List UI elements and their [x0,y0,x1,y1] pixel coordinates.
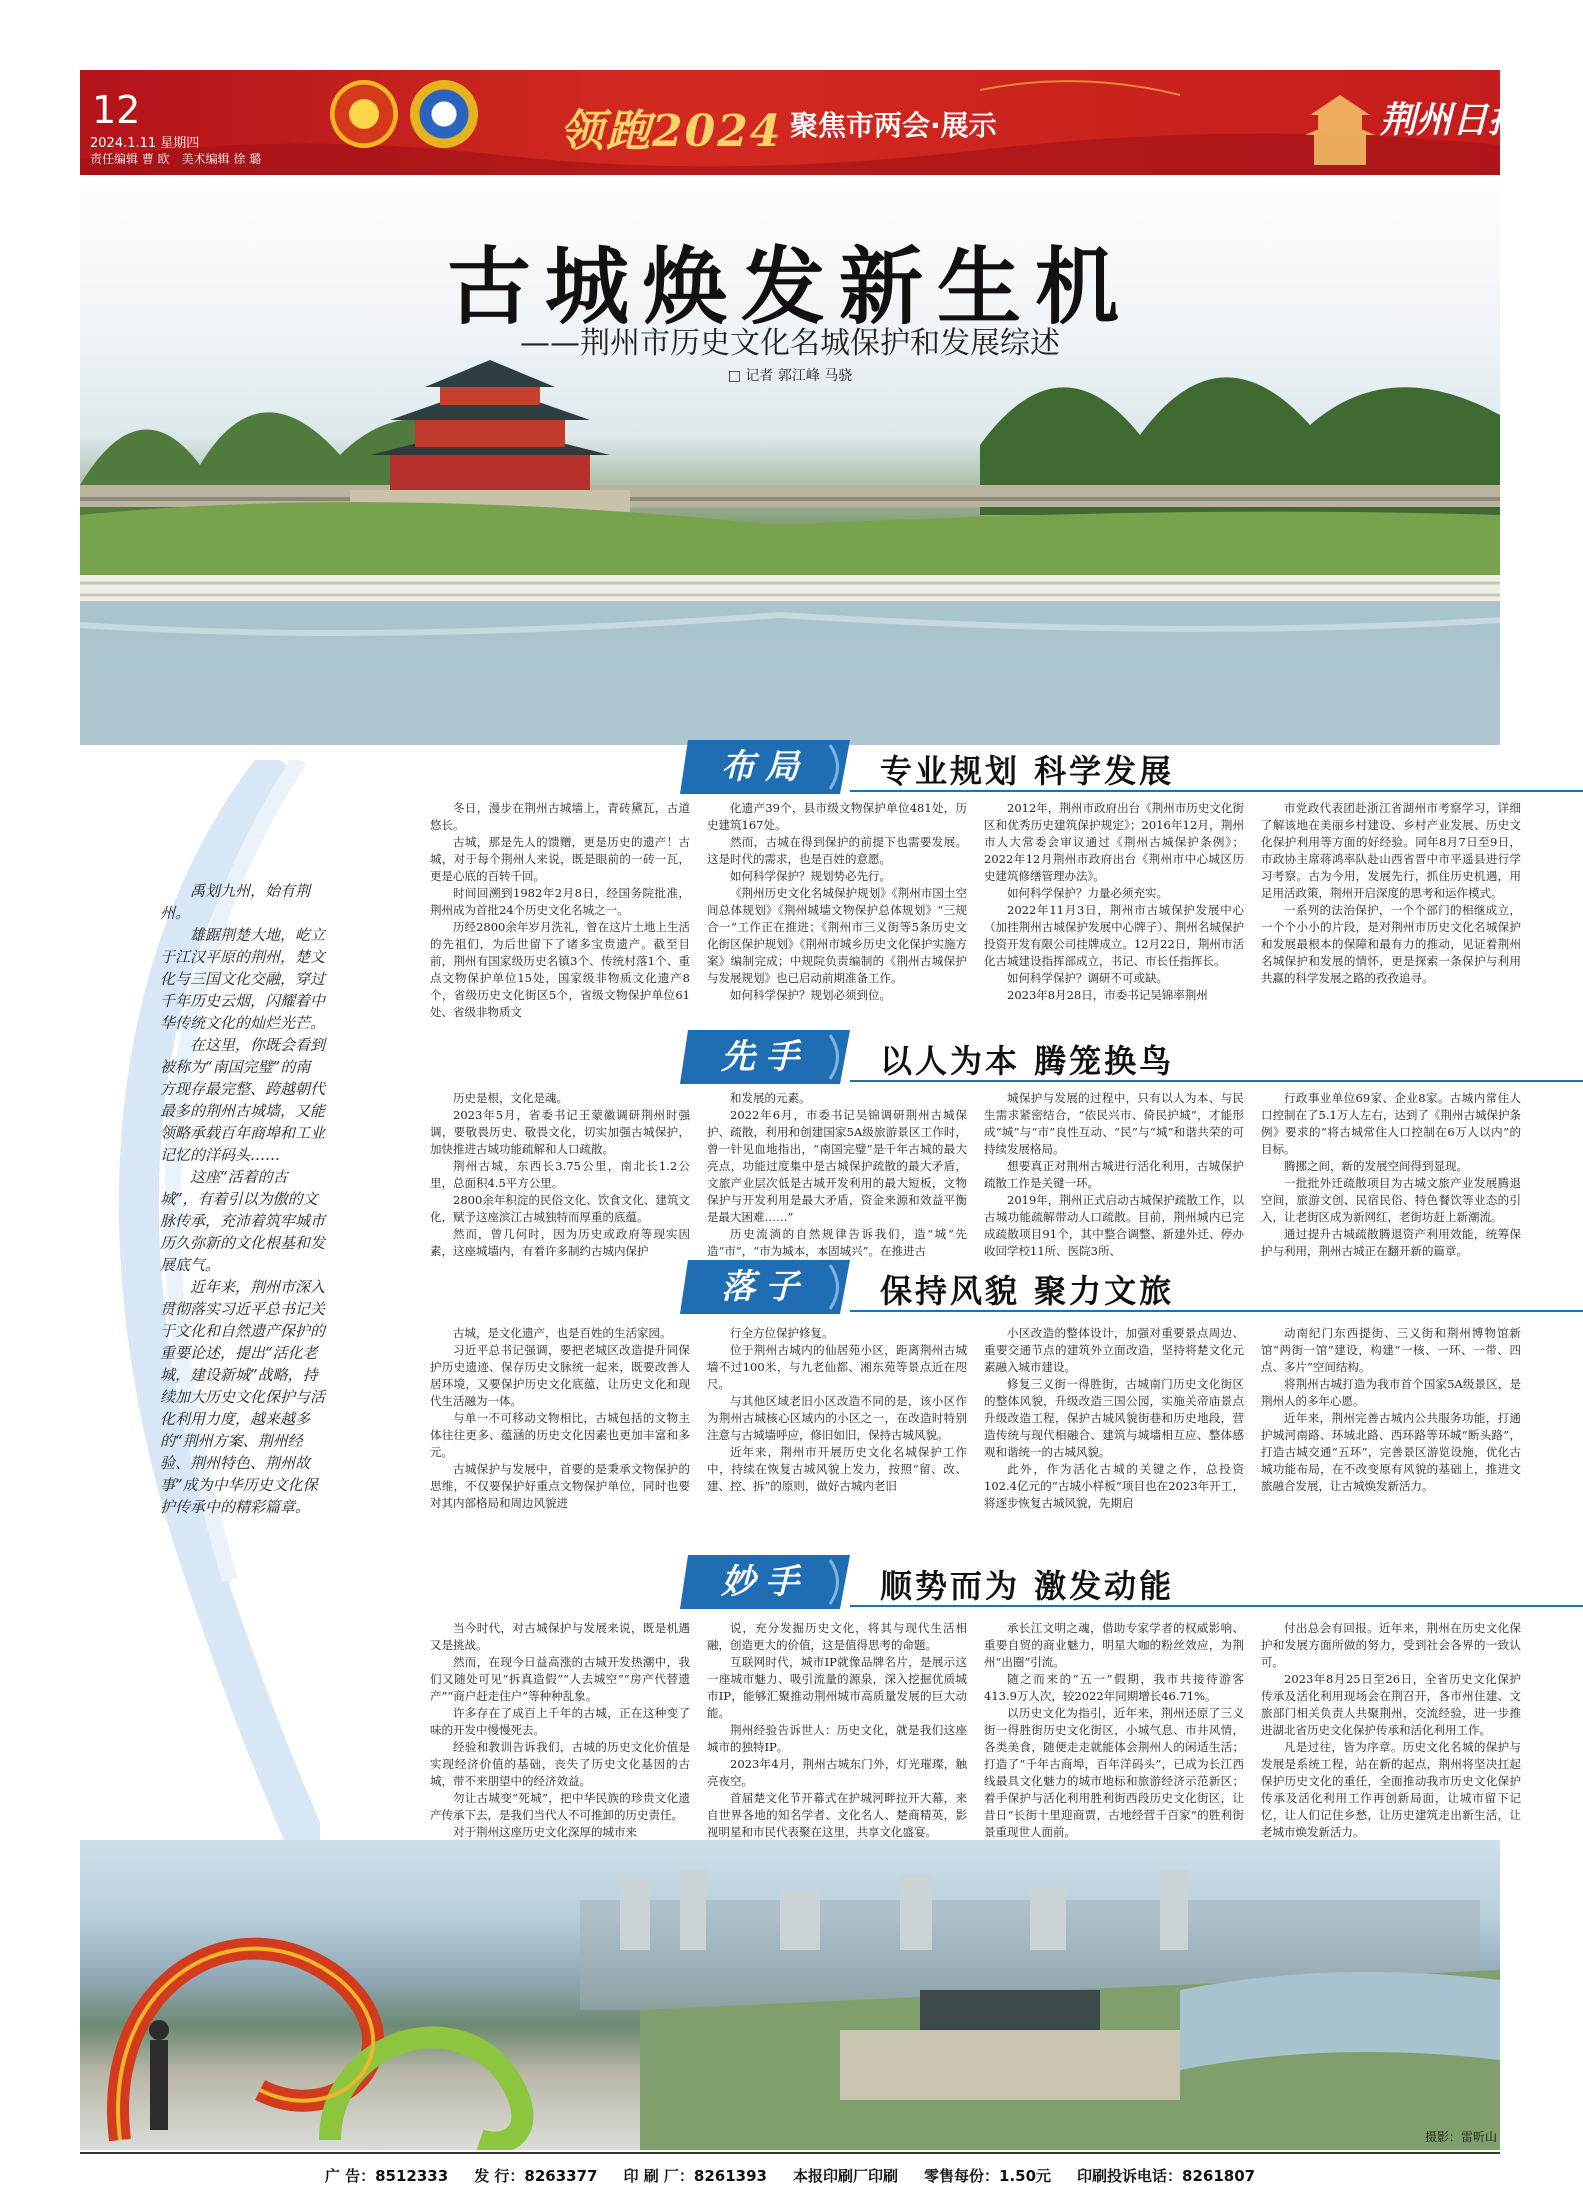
section-title: 以人为本 腾笼换鸟 [880,1042,1175,1080]
section-header [680,740,1583,794]
article-column [1261,800,1521,987]
article-paragraph: 化遗产39个，县市级文物保护单位481处，历史建筑167处。 [707,801,967,832]
section-title: 聚焦市两会·展示 [790,109,997,142]
article-paragraph: 时间回溯到1982年2月8日，经国务院批准，荆州成为首批24个历史文化名城之一。 [430,886,690,917]
article-column [430,1325,690,1512]
article-paragraph: 将荆州古城打造为我市首个国家5A级景区，是荆州人的多年心愿。 [1261,1377,1521,1408]
section-tag: 布局 [721,747,809,787]
article-paragraph: 经验和教训告诉我们，古城的历史文化价值是实现经济价值的基础，丧失了历史文化基因的古城，带不来朋望中的经济效益。 [430,1740,690,1788]
intro-paragraph: 禹划九州，始有荆州。 [160,882,311,922]
article-paragraph: 市党政代表团赴浙江省湖州市考察学习，详细了解该地在美丽乡村建设、乡村产业发展、历史文化保护利用等方面的好经验。同年8月7日至9日，市政协主席蒋鸿率队赴山西省晋中市平遥县进行学习考察。古为今用，发展先行，抓住历史机遇，用足用活政策，荆州开启深度的思考和运作模式。 [1261,801,1521,900]
article-paragraph: 然而，曾几何时，因为历史或政府等现实因素，这座城墙内，有着许多制约古城内保护 [430,1227,690,1258]
brand-title: 领跑2024 [560,106,783,157]
article-paragraph: 想要真正对荆州古城进行活化利用，古城保护疏散工作是关键一环。 [984,1159,1244,1190]
section-rule [850,1605,1583,1607]
article-paragraph: 与其他区域老旧小区改造不同的是，该小区作为荆州古城核心区域内的小区之一，在改造时特别注意与古城墙呼应，修旧如旧，保持古城风貌。 [707,1394,967,1442]
article-column [984,800,1244,1004]
article-paragraph: 对于荆州这座历史文化深厚的城市来 [453,1825,637,1839]
footer-item: 印刷投诉电话：8261807 [1077,2167,1256,2185]
article-column [984,1620,1244,1841]
footer-item: 本报印刷厂印刷 [793,2167,899,2185]
photo-credit: 摄影：雷昕山 [1425,2130,1498,2144]
article-paragraph: 2022年6月，市委书记吴锦调研荆州古城保护、疏散，利用和创建国家5A级旅游景区工作时，曾一针见血地指出，“南国完璧”是千年古城的最大亮点，功能过度集中是古城保护疏散的最大矛盾，文旅产业层次低是古城开发利用的最大短板，文物保护与开发利用是最大矛盾，资金来源和效益平衡是最大困难……” [707,1108,967,1224]
byline: □ 记者 郭江峰 马骁 [727,368,853,384]
footer [80,2152,1500,2197]
section-title: 保持风貌 聚力文旅 [880,1272,1175,1310]
article-paragraph: 如何科学保护？调研不可或缺。 [1007,971,1168,985]
footer-item: 发 行：8263377 [474,2167,598,2185]
article-paragraph: 凡是过往，皆为序章。历史文化名城的保护与发展是系统工程，站在新的起点，荆州将坚决扛起保护历史文化的重任，全面推动我市历史文化保护传承及活化利用工作再创新局面，让城市留下记忆，让人们记住乡愁，让历史建筑走出新生活，让老城市焕发新活力。 [1261,1740,1521,1839]
article-paragraph: 动南纪门东西提街、三义街和荆州博物馆新馆“两街一馆”建设，构建“一核、一环、一带、四点、多片”空间结构。 [1261,1326,1521,1374]
section-rule [850,790,1583,792]
page-number: 12 [92,88,141,132]
article-paragraph: 一批批外迁疏散项目为古城文旅产业发展腾退空间，旅游文创、民宿民俗、特色餐饮等业态的引入，让老街区成为新网红，老街坊赶上新潮流。 [1261,1176,1521,1224]
article-paragraph: 如何科学保护？规划势必先行。 [730,869,891,883]
editors: 责任编辑 曹 欧 美术编辑 徐 璐 [90,152,262,166]
article-paragraph: 2012年，荆州市政府出台《荆州市历史文化街区和优秀历史建筑保护规定》；2016年12月，荆州市人大常委会审议通过《荆州古城保护条例》；2022年12月荆州市政府出台《荆州市中心城区历史建筑修缮管理办法》。 [984,801,1244,883]
article-paragraph: 历史是根，文化是魂。 [453,1091,568,1105]
article-paragraph: 2023年8月28日，市委书记吴锦率荆州 [1007,988,1208,1002]
footer-item: 广 告：8512333 [324,2167,449,2185]
article-paragraph: 2019年，荆州正式启动古城保护疏散工作，以古城功能疏解带动人口疏散。目前，荆州城内已完成疏散项目91个，其中整合调整、新建外迁、停办收回学校11所、医院3所、 [984,1193,1244,1258]
article-paragraph: 城保护与发展的过程中，只有以人为本、与民生需求紧密结合，“依民兴市、倚民护城”，才能形成“城”与“市”良性互动、“民”与“城”和谐共荣的可持续发展格局。 [984,1091,1244,1156]
newspaper-name: 荆州日报 [1380,99,1525,141]
article-paragraph: 一系列的法治保护，一个个部门的相继成立，一个个小小的片段，是对荆州市历史文化名城保护和发展最根本的保障和最有力的推动，见证着荆州名城保护和发展的情怀，更是探索一条保护与利用共赢的科学发展之路的孜孜追寻。 [1261,903,1521,985]
article-paragraph: 古城，那是先人的馈赠，更是历史的遗产！古城，对于每个荆州人来说，既是眼前的一砖一瓦，更是心底的百转千回。 [430,835,690,883]
article-paragraph: 与单一不可移动文物相比，古城包括的文物主体往往更多、蕴涵的历史文化因素也更加丰富和多元。 [430,1411,690,1459]
article-column [707,1090,967,1260]
article-paragraph: 腾挪之间，新的发展空间得到显现。 [1284,1159,1468,1173]
intro-paragraph: 这座“活着的古城”，有着引以为傲的文脉传承，充沛着筑牢城市历久弥新的文化根基和发展底气。 [160,1168,326,1274]
article-column [1261,1325,1521,1495]
section-rule [850,1310,1583,1312]
national-emblem-icon [330,80,398,148]
article-paragraph: 此外，作为活化古城的关键之作，总投资102.4亿元的“古城小样板”项目也在2023年开工，将逐步恢复古城风貌，先期启 [984,1462,1244,1510]
section-title: 专业规划 科学发展 [880,752,1175,790]
article-paragraph: 许多存在了成百上千年的古城，正在这种变了味的开发中慢慢死去。 [430,1706,690,1737]
article-paragraph: 2800余年积淀的民俗文化、饮食文化、建筑文化，赋予这座滨江古城独特而厚重的底蕴。 [430,1193,690,1224]
section-header [680,1030,1583,1084]
article-paragraph: 行全方位保护修复。 [730,1326,834,1340]
headline-subtitle: ——荆州市历史文化名城保护和发展综述 [520,326,1060,361]
article-paragraph: 2023年8月25日至26日，全省历史文化保护传承及活化利用现场会在荆召开，各市州住建、文旅部门相关负责人共聚荆州，交流经验，进一步推进湖北省历史文化保护传承和活化利用工作。 [1261,1672,1521,1737]
article-column [984,1090,1244,1260]
pagoda-icon [1300,75,1380,170]
article-paragraph: 随之而来的“五一”假期，我市共接待游客413.9万人次，较2022年同期增长46.71%。 [984,1672,1244,1703]
article-paragraph: 当今时代，对古城保护与发展来说，既是机遇又是挑战。 [430,1621,690,1652]
intro-paragraph: 雄踞荆楚大地，屹立于江汉平原的荆州，楚文化与三国文化交融，穿过千年历史云烟，闪耀着中华传统文化的灿烂光芒。 [160,926,326,1032]
cppcc-emblem-icon [410,80,478,148]
intro-paragraph: 近年来，荆州市深入贯彻落实习近平总书记关于文化和自然遗产保护的重要论述，提出“活化老城，建设新城”战略，持续加大历史文化保护与活化利用力度，越来越多的“荆州方案、荆州经验、荆州特色、荆州故事”成为中华历史文化保护传承中的精彩篇章。 [160,1278,326,1516]
article-column [707,1325,967,1495]
dragon-and-city-illustration [80,1840,1500,2150]
headline-title: 古城焕发新生机 [446,238,1133,336]
article-paragraph: 和发展的元素。 [730,1091,811,1105]
article-paragraph: 付出总会有回报。近年来，荆州在历史文化保护和发展方面所做的努力，受到社会各界的一致认可。 [1261,1621,1521,1669]
article-paragraph: 互联网时代，城市IP就像品牌名片，是展示这一座城市魅力、吸引流量的源泉，深入挖掘优质城市IP，能够汇聚推动荆州城市高质量发展的巨大动能。 [707,1655,967,1720]
article-paragraph: 历经2800余年岁月洗礼，曾在这片土地上生活的先祖们，为后世留下了诸多宝贵遗产。截至目前，荆州有国家级历史名镇3个、传统村落1个、重点文物保护单位15处，国家级非物质文化遗产8个，省级历史文化街区5个，省级文物保护单位61处、省级非物质文 [430,920,690,1019]
article-paragraph: 冬日，漫步在荆州古城墙上，青砖黛瓦，古道悠长。 [430,801,690,832]
article-paragraph: 2023年5月，省委书记王蒙徽调研荆州时强调，要敬畏历史、敬畏文化，切实加强古城保护，加快推进古城功能疏解和人口疏散。 [430,1108,690,1156]
section-tag: 先手 [721,1037,809,1077]
article-paragraph: 位于荆州古城内的仙居苑小区，距离荆州古城墙不过100米，与九老仙都、湘东苑等景点近在咫尺。 [707,1343,967,1391]
article-paragraph: 承长江文明之魂，借助专家学者的权威影响、重要自贸的商业魅力，明星大咖的粉丝效应，为荆州“出圈”引流。 [984,1621,1244,1669]
section-header [680,1555,1583,1609]
article-paragraph: 古城，是文化遗产，也是百姓的生活家园。 [453,1326,672,1340]
article-paragraph: 然而，在现今日益高涨的古城开发热潮中，我们又随处可见“拆真造假”“人去城空”“房产代替遗产”“商户赶走住户”等种种乱象。 [430,1655,690,1703]
article-paragraph: 说，充分发掘历史文化，将其与现代生活相融，创造更大的价值，这是值得思考的命题。 [707,1621,967,1652]
section-header [680,1260,1583,1314]
section-tag: 落子 [721,1267,809,1307]
article-paragraph: 如何科学保护？力量必须充实。 [1007,886,1168,900]
article-paragraph: 以历史文化为指引，近年来，荆州还原了三义街一得胜街历史文化街区，小城气息、市井风情，各类美食，随便走走就能体会荆州人的闲适生活；打造了“千年古商埠，百年洋码头”，已成为长江西线最具文化魅力的城市地标和旅游经济示范新区；着手保护与活化利用胜利街西段历史文化街区，让昔日“长街十里迎商贾，古地经营千百家”的胜利街景重现世人面前。 [984,1706,1244,1839]
article-paragraph: 2022年11月3日，荆州市古城保护发展中心（加挂荆州古城保护发展中心牌子）、荆州名城保护投资开发有限公司挂牌成立。12月22日，荆州市活化古城建设指挥部成立，书记、市长任指挥长。 [984,903,1244,968]
article-paragraph: 古城保护与发展中，首要的是秉承文物保护的思维，不仅要保护好重点文物保护单位，同时也要对其内部格局和周边风貌进 [430,1462,690,1510]
article-paragraph: 通过提升古城疏散腾退资产利用效能，统筹保护与利用，荆州古城正在翻开新的篇章。 [1261,1227,1521,1258]
article-column [707,800,967,1004]
article-paragraph: 然而，古城在得到保护的前提下也需要发展。这是时代的需求，也是百姓的意愿。 [707,835,967,866]
article-column [430,1090,690,1260]
article-paragraph: 历史流淌的自然规律告诉我们，造“城”先造“市”，“市为城本，本固城兴”。在推进古 [707,1227,967,1258]
article-paragraph: 2023年4月，荆州古城东门外，灯光璀璨，触亮夜空。 [707,1757,967,1788]
article-paragraph: 行政事业单位69家、企业8家。古城内常住人口控制在了5.1万人左右，达到了《荆州古城保护条例》要求的“将古城常住人口控制在6万人以内”的目标。 [1261,1091,1521,1156]
footer-item: 零售每份：1.50元 [924,2167,1052,2185]
article-column [1261,1090,1521,1260]
article-column [430,1620,690,1841]
article-paragraph: 首届楚文化节开幕式在护城河畔拉开大幕，来自世界各地的知名学者、文化名人、楚商精英，影视明星和市民代表聚在这里，共享文化盛宴。 [707,1791,967,1839]
article-paragraph: 近年来，荆州市开展历史文化名城保护工作中，持续在恢复古城风貌上发力，按照“留、改、建、控、拆”的原则，做好古城内老旧 [707,1445,967,1493]
article-paragraph: 习近平总书记强调，要把老城区改造提升同保护历史遗迹、保存历史文脉统一起来，既要改善人居环境，又要保护历史文化底蕴，让历史文化和现代生活融为一体。 [430,1343,690,1408]
article-column [984,1325,1244,1512]
section-title: 顺势而为 激发动能 [880,1567,1175,1605]
footer-item: 印 刷 厂：8261393 [623,2167,767,2185]
article-paragraph: 荆州古城，东西长3.75公里，南北长1.2公里，总面积4.5平方公里。 [430,1159,690,1190]
intro-paragraph: 在这里，你既会看到被称为“南国完璧”的南方现存最完整、跨越朝代最多的荆州古城墙，又能领略承载百年商埠和工业记忆的洋码头…… [160,1036,326,1164]
article-paragraph: 小区改造的整体设计，加强对重要景点周边、重要交通节点的建筑外立面改造，坚持将楚文化元素融入城市建设。 [984,1326,1244,1374]
article-column [430,800,690,1021]
article-paragraph: 荆州经验告诉世人：历史文化，就是我们这座城市的独特IP。 [707,1723,967,1754]
section-tag: 妙手 [721,1562,809,1602]
section-rule [850,1080,1583,1082]
article-paragraph: 修复三义街一得胜街，古城南门历史文化街区的整体风貌，升级改造三国公园，实施关帝庙景点升级改造工程，保护古城风貌街巷和历史地段，营造传统与现代相融合、建筑与城墙相互应、整体感观和谐统一的古城风貌。 [984,1377,1244,1459]
article-column [707,1620,967,1858]
bottom-photo [80,1840,1500,2150]
intro-lede [160,880,325,1518]
article-paragraph: 近年来，荆州完善古城内公共服务功能，打通护城河南路、环城北路、西环路等环城“断头路”，打造古城交通“五环”，完善景区游览设施，优化古城功能布局，在不改变原有风貌的基础上，推进文旅融合发展，让古城焕发新活力。 [1261,1411,1521,1493]
article-paragraph: 《荆州历史文化名城保护规划》《荆州市国土空间总体规划》《荆州城墙文物保护总体规划》“三规合一”工作正在推进；《荆州市三义街等5条历史文化街区保护规划》《荆州市城乡历史文化保护实施方案》编制完成；中规院负责编制的《荆州古城保护与发展规划》也已启动前期准备工作。 [707,886,967,985]
issue-date: 2024.1.11 星期四 [90,136,200,151]
article-column [1261,1620,1521,1841]
article-paragraph: 勿让古城变“死城”，把中华民族的珍贵文化遗产传承下去，是我们当代人不可推卸的历史责任。 [430,1791,690,1822]
article-paragraph: 如何科学保护？规划必须到位。 [730,988,891,1002]
